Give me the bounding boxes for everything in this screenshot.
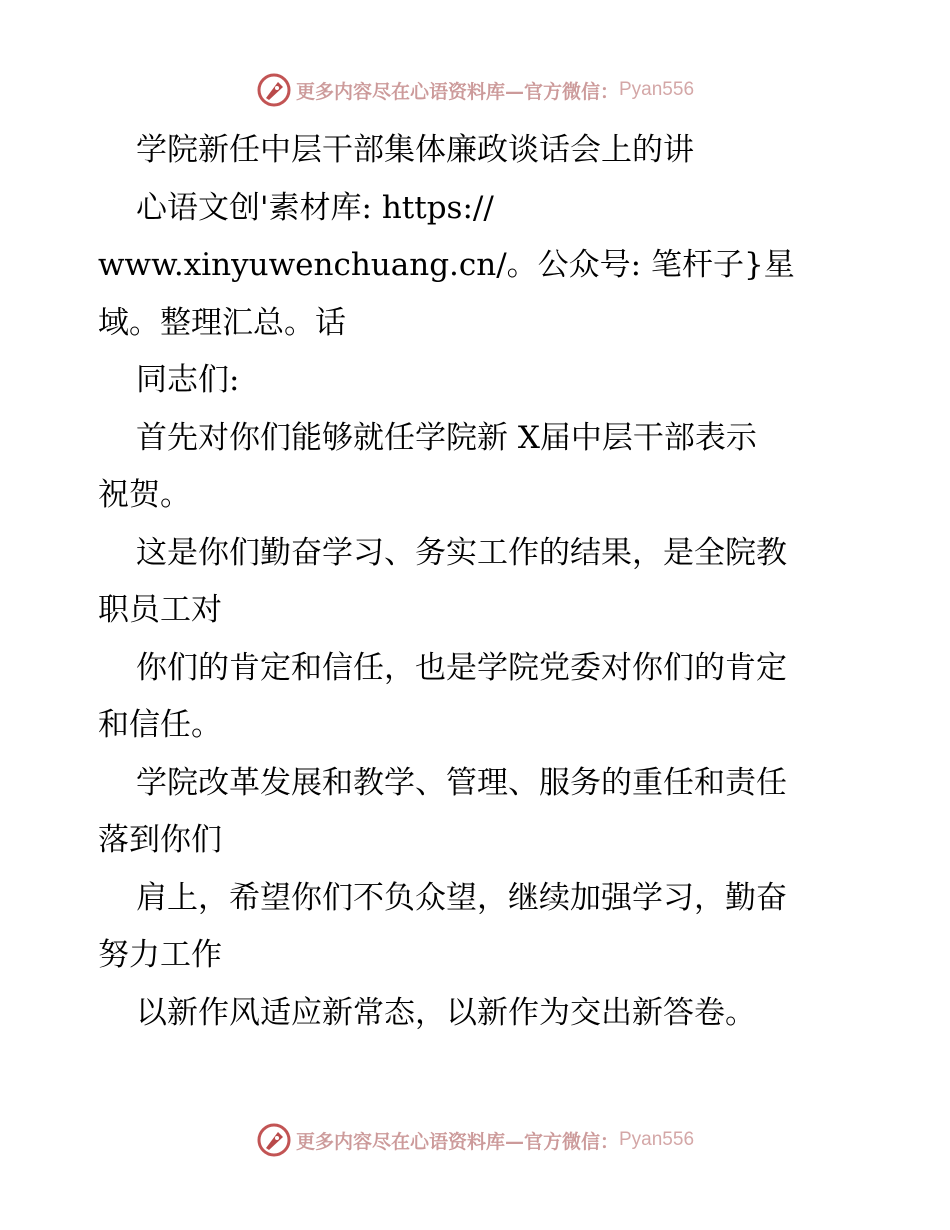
banner-wechat-id: Pyan556: [619, 1129, 695, 1150]
pen-nib-logo-icon: [256, 72, 292, 108]
banner-wechat-id: Pyan556: [619, 79, 695, 100]
header-banner: [0, 70, 950, 110]
text-line: 域。整理汇总。话: [98, 304, 346, 341]
pen-nib-logo-icon: [256, 1122, 292, 1158]
text-line: 职员工对: [98, 592, 222, 628]
banner-text: 更多内容尽在心语资料库—官方微信：: [295, 1130, 619, 1153]
text-line: 学院改革发展和教学、管理、服务的重任和责任: [136, 764, 787, 801]
text-line: 学院新任中层干部集体廉政谈话会上的讲: [136, 132, 694, 168]
text-line: 心语文创'素材库: https://: [136, 189, 494, 226]
footer-banner: [0, 1120, 950, 1160]
text-line: www.xinyuwenchuang.cn/。公众号: 笔杆子}星: [98, 247, 795, 283]
text-line: 落到你们: [98, 822, 222, 858]
text-line: 这是你们勤奋学习、务实工作的结果，是全院教: [136, 534, 787, 571]
text-line: 肩上，希望你们不负众望，继续加强学习，勤奋: [136, 879, 787, 916]
text-line: 祝贺。: [98, 477, 191, 513]
text-line: 以新作风适应新常态，以新作为交出新答卷。: [136, 994, 756, 1031]
text-line: 首先对你们能够就任学院新 X届中层干部表示: [136, 419, 757, 456]
text-line: 和信任。: [98, 707, 222, 743]
text-line: 同志们:: [136, 362, 240, 398]
document-body: [98, 122, 858, 1042]
text-line: 你们的肯定和信任，也是学院党委对你们的肯定: [136, 649, 787, 686]
text-line: 努力工作: [98, 937, 222, 973]
banner-text: 更多内容尽在心语资料库—官方微信：: [295, 80, 619, 103]
